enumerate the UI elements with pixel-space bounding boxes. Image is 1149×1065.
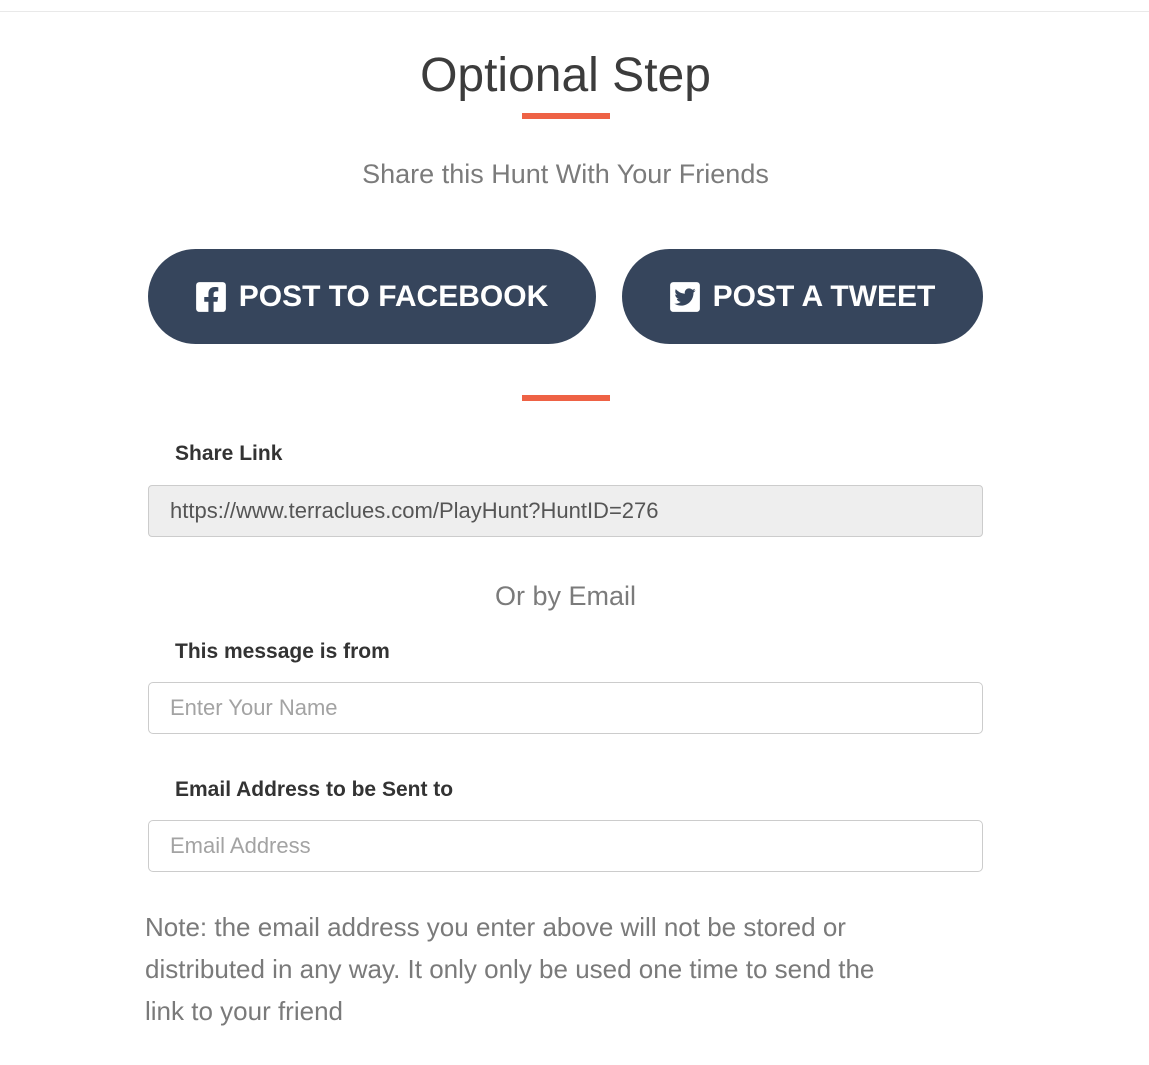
facebook-square-icon (196, 280, 226, 314)
email-address-label: Email Address to be Sent to (175, 778, 454, 801)
privacy-note-line: distributed in any way. It only only be used one time to send the (145, 954, 875, 984)
twitter-square-icon (670, 280, 700, 314)
post-to-facebook-label: POST TO FACEBOOK (238, 279, 549, 313)
share-link-input[interactable] (148, 485, 983, 537)
privacy-note-line: link to your friend (145, 996, 343, 1026)
post-a-tweet-button[interactable] (622, 249, 983, 344)
privacy-note (145, 906, 985, 1032)
or-by-email-heading: Or by Email (494, 581, 637, 611)
post-a-tweet-label: POST A TWEET (712, 279, 936, 313)
social-buttons-row (148, 249, 983, 344)
accent-divider-middle (522, 395, 610, 401)
post-to-facebook-button[interactable] (148, 249, 596, 344)
accent-divider-top (522, 113, 610, 119)
page-title: Optional Step (420, 49, 711, 103)
sender-name-input[interactable] (148, 682, 983, 734)
privacy-note-line: Note: the email address you enter above will not be stored or (145, 912, 846, 942)
share-link-label: Share Link (175, 442, 283, 465)
recipient-email-input[interactable] (148, 820, 983, 872)
content-container (145, 0, 983, 1065)
message-from-label: This message is from (175, 640, 390, 663)
share-subtitle: Share this Hunt With Your Friends (362, 159, 769, 189)
